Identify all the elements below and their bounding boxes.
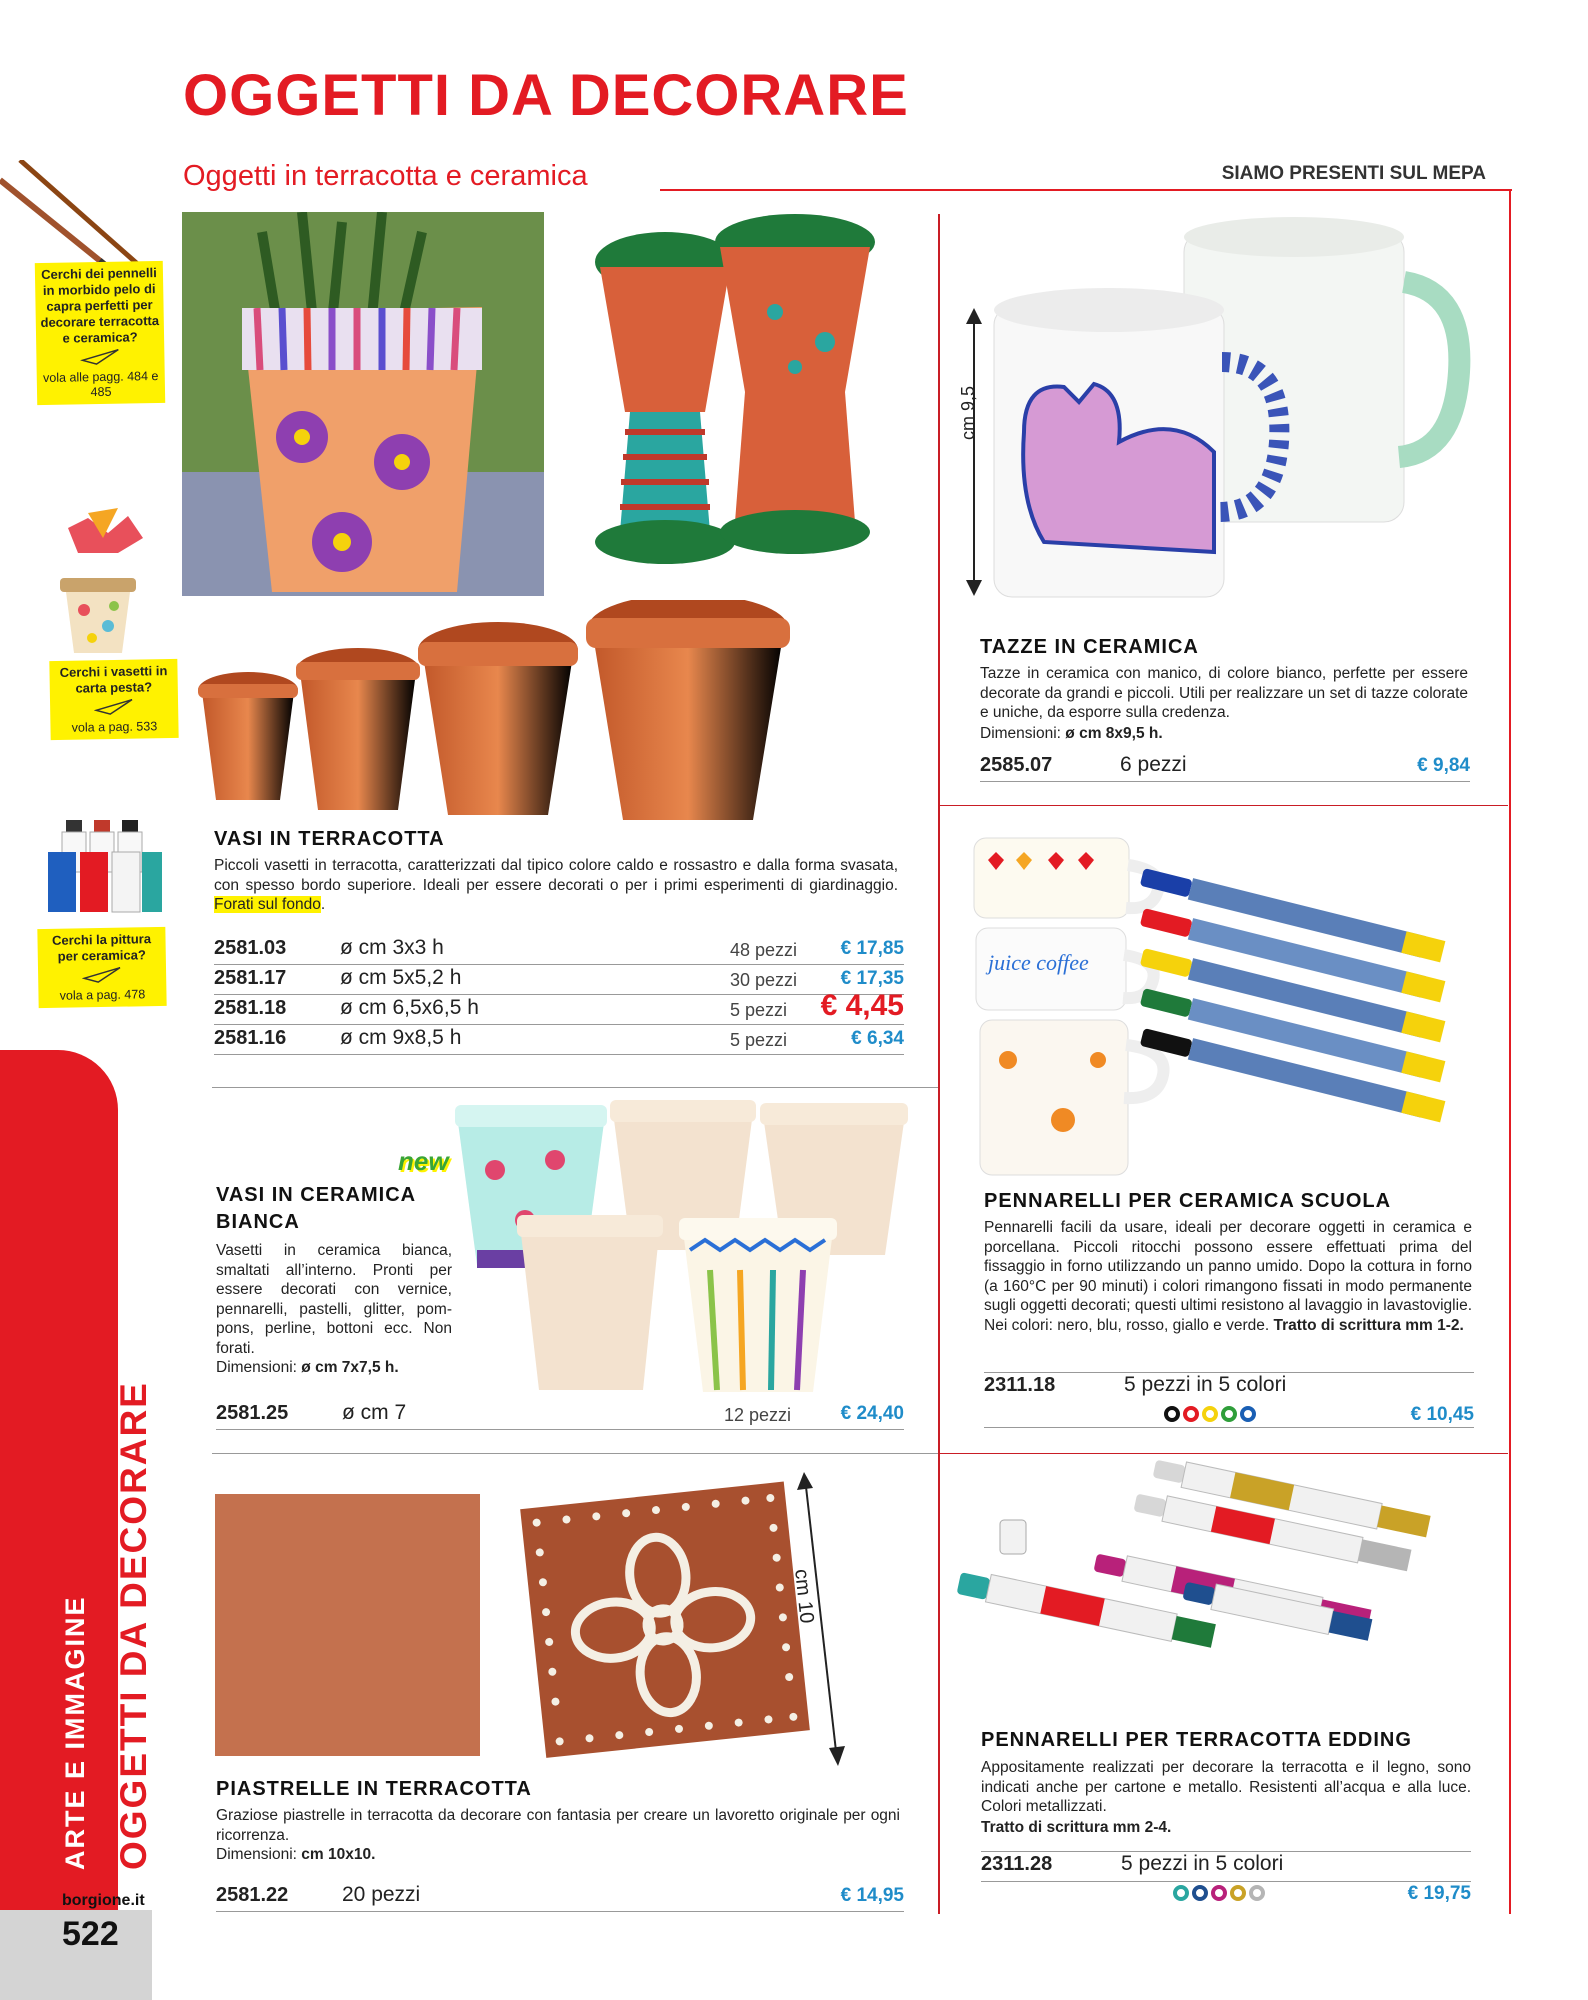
color-dot <box>1183 1406 1199 1422</box>
note-question: Cerchi la pittura per ceramica? <box>51 931 152 964</box>
table-row[interactable] <box>214 989 904 1025</box>
note-question: Cerchi i vasetti in carta pesta? <box>59 663 168 696</box>
note-question: Cerchi dei pennelli in morbido pelo di capra perfetti per decorare terracotta e ceramica? <box>40 265 160 346</box>
section-subtitle: Oggetti in terracotta e ceramica <box>183 160 588 192</box>
mepa-label: SIAMO PRESENTI SUL MEPA <box>1221 163 1486 184</box>
product-code: 2581.25 <box>216 1402 289 1424</box>
row-rule <box>981 1851 1471 1852</box>
paper-plane-icon <box>82 966 122 985</box>
decorated-pot-photo <box>182 212 544 596</box>
table-row[interactable] <box>981 1851 1471 1907</box>
product-size: ø cm 7 <box>342 1401 407 1424</box>
plain-tile-photo <box>215 1494 480 1756</box>
product-price: € 17,85 <box>840 938 904 959</box>
table-row[interactable] <box>980 752 1470 782</box>
ceramic-markers-photo <box>968 830 1488 1180</box>
dimensions-label: Dimensioni: <box>980 725 1061 742</box>
product-qty: 6 pezzi <box>1120 753 1187 776</box>
column-divider <box>938 214 940 1914</box>
product-code: 2581.22 <box>216 1884 289 1906</box>
row-rule <box>984 1427 1474 1428</box>
product-description: Graziose piastrelle in terracotta da decorare con fantasia per creare un lavoretto originale per ogni ricorrenza. <box>216 1807 900 1844</box>
product-qty: 5 pezzi <box>730 1030 788 1050</box>
paint-bottles-image <box>44 812 164 922</box>
row-rule <box>216 1911 904 1912</box>
dimensions-value: ø cm 7x7,5 h. <box>301 1359 399 1376</box>
side-category-label: OGGETTI DA DECORARE <box>113 1381 154 1870</box>
dimensions-label: Dimensioni: <box>216 1359 297 1376</box>
row-rule <box>214 1054 904 1055</box>
product-size: ø cm 6,5x6,5 h <box>340 996 479 1019</box>
product-description: Tazze in ceramica con manico, di colore bianco, perfette per essere decorate da grandi e piccoli. Utili per realizzare un set di tazze colorate e uniche, da esporre sulla credenza. <box>980 665 1468 721</box>
ceramic-mugs-photo <box>944 212 1484 607</box>
product-price: € 19,75 <box>1407 1883 1471 1904</box>
product-size: ø cm 3x3 h <box>340 936 444 959</box>
product-code: 2581.18 <box>214 997 287 1019</box>
color-dot <box>1192 1885 1208 1901</box>
tile-dimension-label: cm 10 <box>790 1568 818 1625</box>
dimensions-label: Dimensioni: <box>216 1846 297 1863</box>
stroke-width-text: Tratto di scrittura mm 1-2. <box>1273 1316 1464 1334</box>
section-divider <box>212 1087 938 1088</box>
decorated-tile-photo <box>512 1470 822 1760</box>
right-rule <box>1509 189 1511 1914</box>
table-row[interactable] <box>984 1372 1474 1428</box>
product-description <box>984 1218 1472 1335</box>
color-dot <box>1173 1885 1189 1901</box>
side-section-label: ARTE E IMMAGINE <box>60 1595 90 1870</box>
dimensions-value: ø cm 8x9,5 h. <box>1065 725 1163 742</box>
product-dimensions <box>216 1845 375 1865</box>
svg-text:juice coffee: juice coffee <box>988 950 1089 975</box>
price-table <box>214 935 904 1055</box>
product-price: € 9,84 <box>1417 755 1470 776</box>
row-rule <box>980 781 1470 782</box>
dimensions-value: cm 10x10. <box>301 1846 376 1863</box>
product-code: 2581.16 <box>214 1027 287 1049</box>
product-size: ø cm 5x5,2 h <box>340 966 462 989</box>
product-title: PIASTRELLE IN TERRACOTTA <box>216 1778 532 1800</box>
color-dot <box>1202 1406 1218 1422</box>
product-qty: 5 pezzi in 5 colori <box>1121 1852 1284 1875</box>
section-divider <box>940 1453 1508 1454</box>
product-title: PENNARELLI PER TERRACOTTA EDDING <box>981 1729 1412 1751</box>
product-size: ø cm 9x8,5 h <box>340 1026 462 1049</box>
product-qty: 12 pezzi <box>724 1405 792 1425</box>
color-dot <box>1230 1885 1246 1901</box>
product-price: € 6,34 <box>851 1028 904 1049</box>
site-url[interactable]: borgione.it <box>62 1892 145 1909</box>
product-desc-text: Pennarelli facili da usare, ideali per decorare oggetti in ceramica e porcellana. Piccoli ritocchi possono essere effettuati prima del fissaggio in forno utilizzando un panno umido. Dopo la cottura in forno (a 160°C per 90 minuti) i colori rimangono fissati in modo permanente sugli oggetti decorati; questi ultimi resistono al lavaggio in lavastoviglie. Nei colori: nero, blu, rosso, giallo e verde. <box>984 1219 1472 1334</box>
note-ceramic-paint <box>37 927 166 1008</box>
note-ref[interactable]: vola a pag. 533 <box>71 719 158 735</box>
color-dot <box>1211 1885 1227 1901</box>
product-price: € 14,95 <box>840 1885 904 1906</box>
color-swatches <box>1173 1885 1265 1901</box>
product-description: Piccoli vasetti in terracotta, caratterizzati dal tipico colore caldo e rossastro e dalla forma svasata, con spesso bordo superiore. Ideali per essere decorati o per i primi esperimenti di giardinaggio. Forati sul fondo. <box>214 857 898 913</box>
mug-dimension-label: cm 9,5 <box>958 385 978 440</box>
row-rule <box>216 1429 904 1430</box>
product-title: TAZZE IN CERAMICA <box>980 636 1199 658</box>
terracotta-pots-photo <box>198 600 908 825</box>
product-qty: 20 pezzi <box>342 1883 421 1906</box>
stroke-width-row <box>981 1818 1171 1838</box>
color-swatches <box>1164 1406 1256 1422</box>
section-divider <box>940 805 1508 806</box>
mug-dimension-marker <box>958 386 979 440</box>
color-dot <box>1240 1406 1256 1422</box>
product-code: 2311.28 <box>981 1853 1053 1875</box>
product-price: € 17,35 <box>840 968 904 989</box>
row-rule <box>984 1372 1474 1373</box>
product-desc-text: Piccoli vasetti in terracotta, caratterizzati dal tipico colore caldo e rossastro e dalla forma svasata, con spesso bordo superiore. Ideali per essere decorati o per i primi esperimenti di giardinaggio. <box>214 857 898 894</box>
pot-figures-photo <box>555 212 925 592</box>
edding-markers-photo <box>950 1460 1490 1710</box>
note-papier-mache <box>49 659 178 740</box>
white-ceramic-pots-photo <box>455 1100 915 1395</box>
product-dimensions <box>980 724 1163 744</box>
paper-plane-icon <box>80 348 120 367</box>
papier-mache-pot-image <box>48 508 148 658</box>
product-title: PENNARELLI PER CERAMICA SCUOLA <box>984 1190 1392 1212</box>
product-description: Appositamente realizzati per decorare la terracotta e il legno, sono indicati anche per cartone e metallo. Resistenti all’acqua e alla luce. Colori metallizzati. <box>981 1759 1471 1815</box>
product-code: 2581.17 <box>214 967 287 989</box>
product-description: Vasetti in ceramica bianca, smaltati all’interno. Pronti per essere decorati con vernice, pennarelli, pastelli, glitter, pom-pons, perline, bottoni ecc. Non forati. <box>216 1242 452 1357</box>
product-price-offer: € 4,45 <box>820 989 904 1022</box>
note-ref[interactable]: vola a pag. 478 <box>59 987 146 1003</box>
table-row[interactable] <box>214 965 904 995</box>
product-price: € 24,40 <box>840 1403 904 1424</box>
product-qty: 5 pezzi <box>730 1000 788 1020</box>
product-code: 2581.03 <box>214 937 287 959</box>
paper-plane-icon <box>94 698 134 717</box>
header-rule <box>660 189 1512 191</box>
page-title: OGGETTI DA DECORARE <box>183 63 909 128</box>
product-highlight: Forati sul fondo <box>214 896 321 913</box>
table-row[interactable] <box>216 1400 904 1430</box>
table-row[interactable] <box>216 1882 904 1912</box>
page-number: 522 <box>62 1915 119 1953</box>
product-qty: 48 pezzi <box>730 940 798 960</box>
product-dimensions <box>216 1358 399 1378</box>
section-divider <box>212 1453 938 1454</box>
product-code: 2585.07 <box>980 754 1053 776</box>
color-dot <box>1249 1885 1265 1901</box>
product-qty: 30 pezzi <box>730 970 798 990</box>
side-tab <box>0 1050 118 1910</box>
note-ref[interactable]: vola alle pagg. 484 e 485 <box>42 368 159 400</box>
product-qty: 5 pezzi in 5 colori <box>1124 1373 1287 1396</box>
product-title-line2: BIANCA <box>216 1211 300 1233</box>
color-dot <box>1164 1406 1180 1422</box>
product-title: VASI IN CERAMICA <box>216 1184 417 1206</box>
product-price: € 10,45 <box>1410 1404 1474 1425</box>
table-row[interactable] <box>214 935 904 965</box>
new-badge: new <box>398 1146 449 1176</box>
row-rule <box>981 1881 1471 1882</box>
product-code: 2311.18 <box>984 1374 1056 1396</box>
color-dot <box>1221 1406 1237 1422</box>
product-title: VASI IN TERRACOTTA <box>214 828 445 850</box>
note-brushes <box>35 261 165 405</box>
stroke-width-text: Tratto di scrittura mm 2-4. <box>981 1819 1172 1836</box>
table-row[interactable] <box>214 1025 904 1055</box>
